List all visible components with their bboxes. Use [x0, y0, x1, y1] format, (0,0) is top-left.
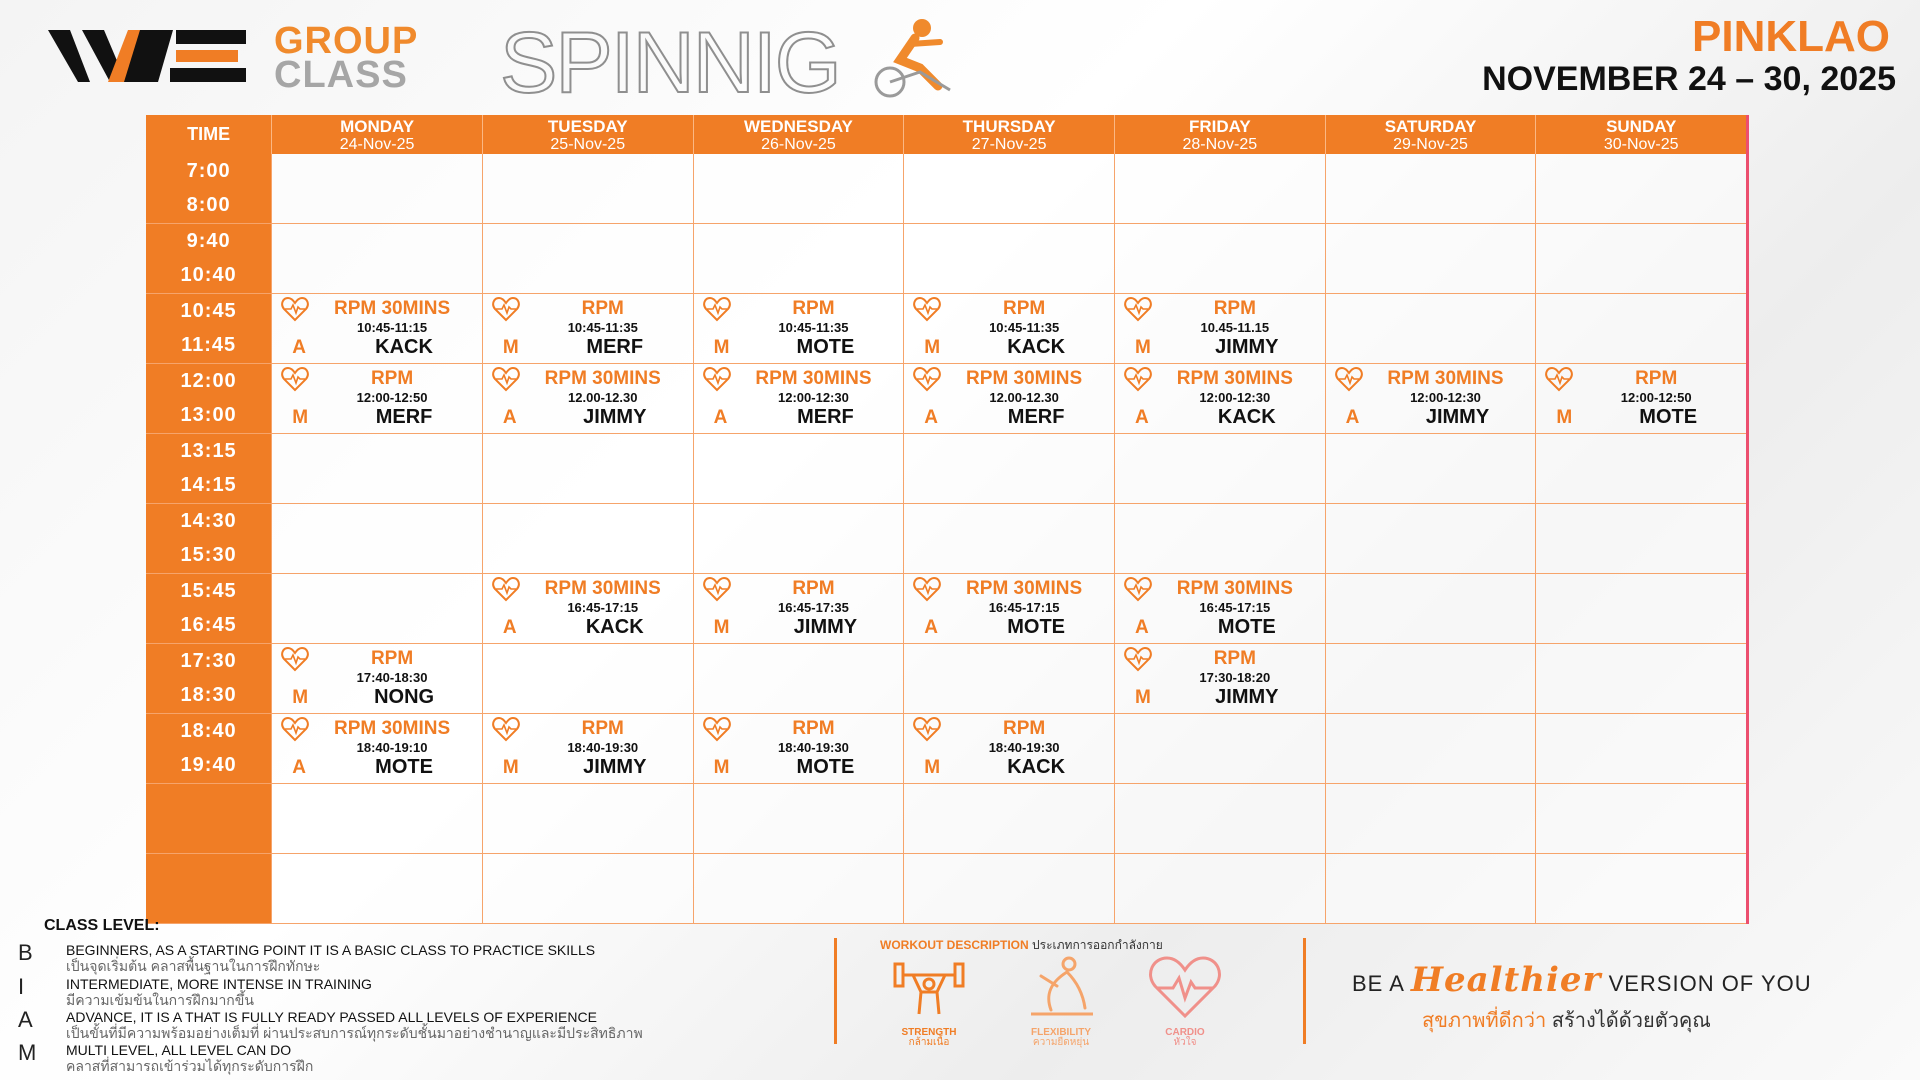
class-name: RPM 30MINS: [966, 368, 1083, 389]
spin-bike-rider-icon: [860, 12, 980, 102]
class-entry: [693, 364, 904, 433]
schedule-cell: [693, 504, 904, 573]
day-date: 28-Nov-25: [1182, 136, 1258, 153]
day-header-monday: [271, 115, 482, 154]
schedule-cell: [482, 784, 693, 853]
class-name: RPM 30MINS: [1176, 578, 1293, 599]
flexibility-label-th: ความยืดหยุ่น: [1032, 1037, 1090, 1048]
class-entry: [1114, 294, 1325, 363]
schedule-cell: [1325, 644, 1536, 713]
class-entry: [482, 294, 693, 363]
day-header-thursday: [903, 115, 1114, 154]
level-desc-en: BEGINNERS, AS A STARTING POINT IT IS A BASIC CLASS TO PRACTICE SKILLS: [66, 942, 596, 958]
schedule-cell: [1535, 224, 1746, 293]
level-code-b: B: [18, 940, 33, 965]
class-name: RPM: [1003, 298, 1046, 319]
day-date: 27-Nov-25: [971, 136, 1047, 153]
class-time: 10:45-11:35: [989, 320, 1060, 335]
class-name: RPM 30MINS: [755, 368, 872, 389]
coach-name: KACK: [1007, 336, 1066, 358]
spinning-title: SPINNIG: [500, 15, 840, 111]
class-entry: [903, 574, 1114, 643]
coach-name: MOTE: [1639, 406, 1698, 428]
heart-rate-icon: [280, 366, 310, 392]
class-time: 10:45-11:15: [357, 320, 428, 335]
level-desc-th: คลาสที่สามารถเข้าร่วมได้ทุกระดับการฝึก: [66, 1058, 314, 1074]
time-slot-cell: [146, 784, 271, 853]
schedule-cell: [693, 644, 904, 713]
start-time: 18:40: [180, 719, 237, 742]
coach-name: JIMMY: [583, 756, 647, 778]
end-time: 15:30: [180, 544, 237, 567]
table-row: [146, 854, 1746, 924]
class-name: RPM: [792, 578, 835, 599]
schedule-cell: [1325, 854, 1536, 923]
class-level: M: [502, 337, 519, 358]
coach-name: JIMMY: [1425, 406, 1490, 428]
schedule-cell: [1114, 714, 1325, 783]
heart-rate-icon: [912, 296, 942, 322]
day-date: 29-Nov-25: [1393, 136, 1468, 153]
we-logo: [48, 20, 248, 100]
heart-rate-icon: [280, 716, 310, 742]
schedule-cell: [482, 224, 693, 293]
time-slot-cell: [146, 574, 271, 643]
class-time: 18:40-19:30: [567, 740, 639, 755]
class-level: M: [713, 337, 730, 358]
class-entry: [1535, 364, 1746, 433]
workout-strength: [884, 952, 974, 1048]
class-level: A: [502, 407, 517, 428]
class-name: RPM 30MINS: [1176, 368, 1293, 389]
class-level: M: [924, 337, 941, 358]
schedule-cell: [1325, 574, 1536, 643]
level-code-i: I: [18, 974, 25, 999]
coach-name: KACK: [1007, 756, 1066, 778]
day-date: 25-Nov-25: [550, 136, 626, 153]
class-time: 10:45-11:35: [567, 320, 638, 335]
schedule-cell: [1114, 224, 1325, 293]
day-name: TUESDAY: [547, 117, 628, 136]
class-entry: [1114, 574, 1325, 643]
heart-rate-icon: [912, 576, 942, 602]
group-class-title: [274, 20, 419, 96]
heart-rate-icon: [1123, 296, 1153, 322]
heart-rate-icon: [1123, 576, 1153, 602]
level-desc-en: INTERMEDIATE, MORE INTENSE IN TRAINING: [66, 976, 372, 992]
class-time: 12:00-12:50: [356, 390, 428, 405]
schedule-cell: [693, 154, 904, 223]
workout-title-en: WORKOUT DESCRIPTION: [880, 938, 1029, 952]
start-time: 7:00: [186, 159, 231, 182]
class-time: 12:00-12:50: [1620, 390, 1692, 405]
schedule-cell: [271, 854, 482, 923]
day-date: 26-Nov-25: [761, 136, 836, 153]
end-time: 16:45: [180, 614, 237, 637]
class-level-title: CLASS LEVEL:: [44, 917, 160, 934]
coach-name: MOTE: [796, 756, 855, 778]
schedule-cell: [1325, 294, 1536, 363]
table-row: [146, 294, 1746, 364]
end-time: 13:00: [180, 404, 237, 427]
slogan-th-orange: สุขภาพที่ดีกว่า: [1422, 1010, 1547, 1032]
class-entry: [693, 574, 904, 643]
class-name: RPM: [1213, 298, 1256, 319]
class-name: RPM 30MINS: [544, 578, 661, 599]
coach-name: JIMMY: [793, 616, 858, 638]
class-level: M: [713, 757, 730, 778]
class-entry: [482, 714, 693, 783]
end-time: 11:45: [181, 334, 237, 357]
time-slot-cell: [146, 434, 271, 503]
time-slot-cell: [146, 154, 271, 223]
class-time: 17:40-18:30: [356, 670, 428, 685]
class-name: RPM: [1003, 718, 1046, 739]
end-time: 8:00: [186, 194, 231, 217]
schedule-cell: [1535, 154, 1746, 223]
schedule-cell: [271, 574, 482, 643]
coach-name: MERF: [375, 406, 433, 428]
class-name: RPM 30MINS: [333, 298, 451, 319]
heart-rate-icon: [491, 716, 521, 742]
table-row: [146, 784, 1746, 854]
end-time: 14:15: [180, 474, 237, 497]
class-name: RPM: [581, 298, 624, 319]
day-header-sunday: [1535, 115, 1746, 154]
schedule-cell: [693, 784, 904, 853]
branch-name: PINKLAO: [1692, 12, 1890, 61]
day-name: SUNDAY: [1606, 117, 1677, 136]
class-level: M: [713, 617, 730, 638]
heart-rate-icon: [491, 366, 521, 392]
group-label: GROUP: [274, 20, 419, 62]
class-name: RPM 30MINS: [544, 368, 661, 389]
footer-divider-left: [834, 938, 837, 1044]
class-name: RPM: [792, 718, 835, 739]
coach-name: MOTE: [1217, 616, 1276, 638]
day-name: MONDAY: [340, 117, 415, 136]
start-time: 14:30: [180, 509, 237, 532]
cardio-label: CARDIO: [1165, 1027, 1205, 1038]
schedule-cell: [903, 434, 1114, 503]
level-desc-th: เป็นขั้นที่มีความพร้อมอย่างเต็มที่ ผ่านประสบการณ์ทุกระดับชั้นมาอย่างชำนาญและมีประสิทธิภาพ: [66, 1025, 643, 1041]
start-time: 15:45: [180, 579, 237, 602]
heart-rate-icon: [1123, 646, 1153, 672]
class-time: 16:45-17:35: [778, 600, 849, 615]
class-entry: [1114, 644, 1325, 713]
cardio-label-th: หัวใจ: [1173, 1037, 1197, 1048]
schedule-cell: [482, 504, 693, 573]
class-name: RPM: [1213, 648, 1256, 669]
schedule-cell: [271, 154, 482, 223]
workout-flexibility: [1016, 952, 1106, 1048]
schedule-cell: [1325, 504, 1536, 573]
level-description: [66, 976, 372, 1008]
time-slot-cell: [146, 504, 271, 573]
coach-name: MERF: [1007, 406, 1065, 428]
class-name: RPM: [370, 368, 414, 389]
coach-name: MOTE: [796, 336, 855, 358]
schedule-cell: [271, 224, 482, 293]
slogan-en: [1352, 960, 1812, 1000]
class-entry: [271, 714, 482, 783]
day-header-friday: [1114, 115, 1325, 154]
start-time: 17:30: [180, 649, 237, 672]
time-slot-cell: [146, 364, 271, 433]
schedule-cell: [1535, 854, 1746, 923]
date-range: NOVEMBER 24 – 30, 2025: [1482, 60, 1896, 98]
coach-name: KACK: [375, 336, 433, 358]
schedule-cell: [1535, 434, 1746, 503]
class-level: M: [924, 757, 941, 778]
class-time: 18:40-19:30: [988, 740, 1060, 755]
schedule-cell: [693, 224, 904, 293]
class-level: M: [292, 687, 309, 708]
level-desc-th: เป็นจุดเริ่มต้น คลาสพื้นฐานในการฝึกทักษะ: [66, 958, 321, 974]
level-code-m: M: [18, 1040, 37, 1065]
coach-name: MERF: [586, 336, 644, 358]
class-entry: [903, 714, 1114, 783]
level-description: [66, 1042, 313, 1074]
schedule-cell: [271, 784, 482, 853]
class-name: RPM 30MINS: [333, 718, 451, 739]
coach-name: KACK: [585, 616, 644, 638]
class-entry: [1325, 364, 1536, 433]
table-header-row: [146, 115, 1746, 154]
schedule-cell: [903, 784, 1114, 853]
schedule-cell: [903, 224, 1114, 293]
class-entry: [1114, 364, 1325, 433]
class-level: A: [292, 757, 306, 778]
stretching-icon: [1021, 952, 1101, 1022]
table-row: [146, 154, 1746, 224]
schedule-cell: [1325, 784, 1536, 853]
class-name: RPM: [370, 648, 414, 669]
schedule-cell: [271, 434, 482, 503]
schedule-cell: [1325, 714, 1536, 783]
schedule-cell: [1114, 504, 1325, 573]
schedule-cell: [903, 154, 1114, 223]
heart-rate-icon: [1123, 366, 1153, 392]
class-level: M: [1556, 407, 1573, 428]
workout-title-th: ประเภทการออกกำลังกาย: [1032, 938, 1163, 952]
end-time: 19:40: [180, 754, 237, 777]
class-level: A: [1345, 407, 1360, 428]
level-code-a: A: [18, 1007, 33, 1032]
schedule-cell: [1535, 714, 1746, 783]
day-date: 30-Nov-25: [1603, 136, 1679, 153]
coach-name: KACK: [1217, 406, 1276, 428]
schedule-cell: [1325, 434, 1536, 503]
heart-rate-icon: [280, 296, 310, 322]
heart-pulse-icon: [1145, 952, 1225, 1022]
coach-name: NONG: [374, 686, 435, 708]
workout-cardio: [1140, 952, 1230, 1048]
class-level: A: [1134, 407, 1149, 428]
schedule-cell: [1114, 784, 1325, 853]
class-name: RPM: [1635, 368, 1678, 389]
coach-name: MOTE: [375, 756, 433, 778]
slogan-pre: BE A: [1352, 971, 1404, 996]
day-name: WEDNESDAY: [743, 117, 853, 136]
class-level: A: [924, 407, 939, 428]
schedule-cell: [1325, 224, 1536, 293]
day-header-saturday: [1325, 115, 1536, 154]
heart-rate-icon: [1334, 366, 1364, 392]
heart-rate-icon: [702, 296, 732, 322]
footer-divider-right: [1303, 938, 1306, 1044]
class-time: 10.45-11.15: [1200, 320, 1270, 335]
schedule-cell: [1535, 294, 1746, 363]
schedule-cell: [1535, 644, 1746, 713]
coach-name: MERF: [797, 406, 854, 428]
class-level: M: [292, 407, 309, 428]
time-column-header: TIME: [187, 124, 231, 144]
day-date: 24-Nov-25: [339, 136, 415, 153]
class-label: CLASS: [274, 54, 408, 96]
coach-name: JIMMY: [1215, 686, 1279, 708]
coach-name: JIMMY: [1215, 336, 1279, 358]
class-time: 12.00-12.30: [568, 390, 638, 405]
class-entry: [693, 294, 904, 363]
start-time: 9:40: [186, 229, 231, 252]
time-slot-cell: [146, 854, 271, 923]
class-entry: [271, 644, 482, 713]
day-name: SATURDAY: [1384, 117, 1477, 136]
class-time: 16:45-17:15: [988, 600, 1060, 615]
schedule-cell: [693, 434, 904, 503]
heart-rate-icon: [912, 716, 942, 742]
class-level: A: [1134, 617, 1149, 638]
end-time: 18:30: [180, 684, 237, 707]
table-row: [146, 224, 1746, 294]
schedule-cell: [271, 504, 482, 573]
class-level: A: [502, 617, 517, 638]
flexibility-label: FLEXIBILITY: [1031, 1027, 1091, 1038]
class-time: 18:40-19:30: [778, 740, 849, 755]
class-level: M: [1134, 337, 1151, 358]
class-level: A: [924, 617, 939, 638]
schedule-cell: [1114, 434, 1325, 503]
strength-label-th: กล้ามเนื้อ: [908, 1037, 950, 1048]
class-time: 10:45-11:35: [778, 320, 849, 335]
slogan-post: VERSION OF YOU: [1608, 971, 1812, 996]
level-desc-en: ADVANCE, IT IS A THAT IS FULLY READY PASSED ALL LEVELS OF EXPERIENCE: [66, 1009, 597, 1025]
class-time: 12:00-12:30: [1410, 390, 1481, 405]
day-name: FRIDAY: [1188, 117, 1251, 136]
class-level: A: [713, 407, 728, 428]
slogan-script: Healthier: [1410, 960, 1602, 1000]
schedule-cell: [1114, 854, 1325, 923]
time-slot-cell: [146, 294, 271, 363]
schedule-cell: [482, 154, 693, 223]
level-desc-en: MULTI LEVEL, ALL LEVEL CAN DO: [66, 1042, 292, 1058]
slogan-th-dark: สร้างได้ด้วยตัวคุณ: [1551, 1010, 1711, 1032]
schedule-cell: [693, 854, 904, 923]
schedule-cell: [903, 504, 1114, 573]
class-time: 16:45-17:15: [567, 600, 639, 615]
class-name: RPM 30MINS: [966, 578, 1083, 599]
heart-rate-icon: [491, 296, 521, 322]
class-entry: [271, 364, 482, 433]
table-row: [146, 504, 1746, 574]
schedule-table: [146, 115, 1749, 924]
class-time: 12:00-12:30: [778, 390, 849, 405]
level-description: [66, 942, 595, 974]
coach-name: MOTE: [1007, 616, 1066, 638]
heart-rate-icon: [280, 646, 310, 672]
table-row: [146, 434, 1746, 504]
schedule-cell: [482, 644, 693, 713]
class-entry: [903, 294, 1114, 363]
start-time: 13:15: [180, 439, 237, 462]
start-time: 12:00: [180, 369, 237, 392]
strength-label: STRENGTH: [901, 1027, 957, 1038]
schedule-cell: [482, 854, 693, 923]
class-time: 12.00-12.30: [989, 390, 1059, 405]
heart-rate-icon: [702, 366, 732, 392]
table-row: [146, 714, 1746, 784]
class-level: M: [502, 757, 519, 778]
heart-rate-icon: [912, 366, 942, 392]
class-time: 17:30-18:20: [1199, 670, 1271, 685]
schedule-cell: [1535, 574, 1746, 643]
class-time: 16:45-17:15: [1199, 600, 1271, 615]
time-slot-cell: [146, 644, 271, 713]
start-time: 10:45: [180, 299, 237, 322]
heart-rate-icon: [702, 716, 732, 742]
class-time: 18:40-19:10: [356, 740, 428, 755]
schedule-cell: [1325, 154, 1536, 223]
slogan-th: [1422, 1004, 1711, 1036]
schedule-cell: [1535, 784, 1746, 853]
time-slot-cell: [146, 714, 271, 783]
class-name: RPM: [581, 718, 624, 739]
schedule-cell: [903, 854, 1114, 923]
class-entry: [482, 364, 693, 433]
class-entry: [482, 574, 693, 643]
time-slot-cell: [146, 224, 271, 293]
level-description: [66, 1009, 643, 1041]
day-header-wednesday: [693, 115, 904, 154]
class-time: 12:00-12:30: [1199, 390, 1271, 405]
level-desc-th: มีความเข้มข้นในการฝึกมากขึ้น: [66, 992, 254, 1008]
heart-rate-icon: [491, 576, 521, 602]
table-row: [146, 644, 1746, 714]
schedule-cell: [1114, 154, 1325, 223]
schedule-cell: [903, 644, 1114, 713]
class-level: M: [1134, 687, 1151, 708]
class-entry: [693, 714, 904, 783]
class-name: RPM: [792, 298, 835, 319]
weightlifter-icon: [889, 952, 969, 1022]
schedule-cell: [1535, 504, 1746, 573]
coach-name: JIMMY: [583, 406, 647, 428]
schedule-cell: [482, 434, 693, 503]
day-name: THURSDAY: [962, 117, 1056, 136]
heart-rate-icon: [1544, 366, 1574, 392]
end-time: 10:40: [180, 264, 237, 287]
class-entry: [271, 294, 482, 363]
class-name: RPM 30MINS: [1387, 368, 1504, 389]
class-entry: [903, 364, 1114, 433]
heart-rate-icon: [702, 576, 732, 602]
class-level: A: [292, 337, 306, 358]
table-row: [146, 364, 1746, 434]
day-header-tuesday: [482, 115, 693, 154]
table-row: [146, 574, 1746, 644]
